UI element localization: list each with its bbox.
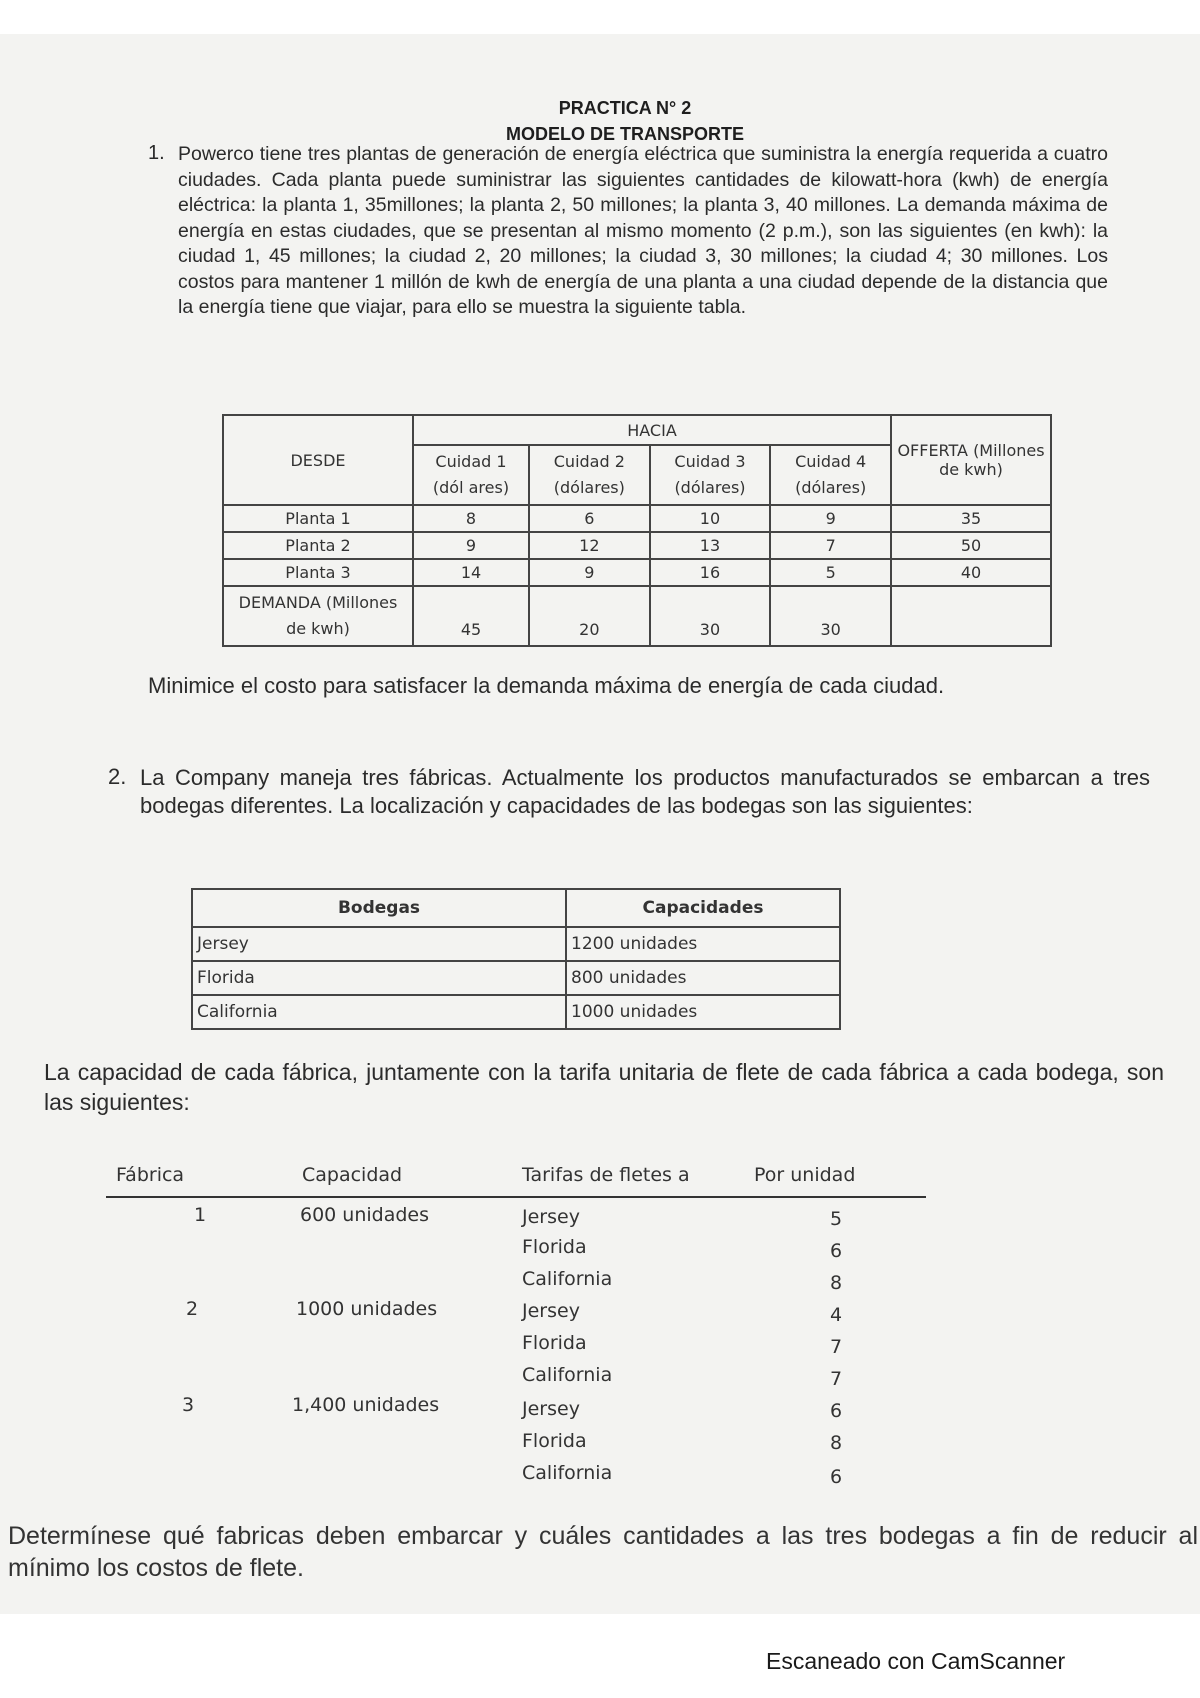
table-row	[192, 927, 840, 961]
supply-cell: 35	[891, 505, 1051, 532]
demand-cell: 30	[650, 586, 771, 646]
cost-cell: 9	[529, 559, 650, 586]
capacidades-header: Capacidades	[566, 889, 840, 927]
city-header: Cuidad 1 (dól ares)	[413, 445, 529, 505]
problem2-text2: La capacidad de cada fábrica, juntamente con la tarifa unitaria de flete de cada fábrica a cada bodega, son las siguientes:	[44, 1059, 1164, 1115]
rate-destination: California	[522, 1268, 613, 1290]
supply-cell: 40	[891, 559, 1051, 586]
oferta-header: OFFERTA (Millones de kwh)	[891, 415, 1051, 505]
cost-cell: 9	[770, 505, 891, 532]
rate-cost: 5	[830, 1208, 843, 1230]
plant-label: Planta 2	[223, 532, 413, 559]
warehouse-capacity: 800 unidades	[566, 961, 840, 995]
city-header: Cuidad 3 (dólares)	[650, 445, 771, 505]
warehouse-capacity: 1000 unidades	[566, 995, 840, 1029]
cost-cell: 13	[650, 532, 771, 559]
plant-label: Planta 3	[223, 559, 413, 586]
factory-capacity: 1,400 unidades	[292, 1394, 440, 1416]
rate-destination: Jersey	[522, 1300, 580, 1322]
factory-capacity: 600 unidades	[300, 1204, 430, 1226]
problem2-closing: Determínese qué fabricas deben embarcar y cuáles cantidades a las tres bodegas a fin de reducir al mínimo los costos de flete.	[8, 1522, 1198, 1582]
fabrica-header: Fábrica	[116, 1164, 185, 1186]
warehouse-capacity: 1200 unidades	[566, 927, 840, 961]
cost-cell: 7	[770, 532, 891, 559]
por-unidad-header: Por unidad	[754, 1164, 856, 1186]
demand-empty-cell	[891, 586, 1051, 646]
table-row	[223, 559, 1051, 586]
table-row	[192, 995, 840, 1029]
cost-cell: 9	[413, 532, 529, 559]
cost-cell: 6	[529, 505, 650, 532]
city-header: Cuidad 4 (dólares)	[770, 445, 891, 505]
cost-cell: 14	[413, 559, 529, 586]
bodegas-header: Bodegas	[192, 889, 566, 927]
problem1-text: Powerco tiene tres plantas de generación de energía eléctrica que suministra la energía requerida a cuatro ciudades. Cada planta puede suministrar las siguientes cantidades de kilowatt-hora (kwh) de energía eléctrica: la planta 1, 35millones; la planta 2, 50 millones; la planta 3, 40 millones. La demanda máxima de energía en estas ciudades, que se presentan al mismo momento (2 p.m.), son las siguientes (en kwh): la ciudad 1, 45 millones; la ciudad 2, 20 millones; la ciudad 3, 30 millones; la ciudad 4; 30 millones. Los costos para mantener 1 millón de kwh de energía de una planta a una ciudad depende de la distancia que la energía tiene que viajar, para ello se muestra la siguiente tabla.	[178, 143, 1108, 318]
rate-cost: 6	[830, 1400, 843, 1422]
demand-cell: 45	[413, 586, 529, 646]
factory-id: 3	[182, 1394, 195, 1416]
factory-id: 1	[194, 1204, 207, 1226]
rate-destination: California	[522, 1364, 613, 1386]
problem1-number: 1.	[148, 142, 165, 164]
rate-cost: 7	[830, 1336, 843, 1358]
problem2-number: 2.	[108, 764, 127, 789]
factory-table-header	[106, 1160, 926, 1198]
cost-cell: 5	[770, 559, 891, 586]
rate-cost: 8	[830, 1272, 843, 1294]
rate-cost: 4	[830, 1304, 843, 1326]
desde-header: DESDE	[223, 415, 413, 505]
problem1-closing: Minimice el costo para satisfacer la demanda máxima de energía de cada ciudad.	[148, 673, 945, 698]
rate-cost: 6	[830, 1466, 843, 1488]
rate-cost: 7	[830, 1368, 843, 1390]
problem2-text: La Company maneja tres fábricas. Actualmente los productos manufacturados se embarcan a tres bodegas diferentes. La localización y capacidades de las bodegas son las siguientes:	[140, 765, 1150, 818]
rate-destination: Florida	[522, 1236, 587, 1258]
cost-cell: 10	[650, 505, 771, 532]
warehouse-name: California	[192, 995, 566, 1029]
demand-cell: 20	[529, 586, 650, 646]
supply-cell: 50	[891, 532, 1051, 559]
rate-destination: Jersey	[522, 1398, 580, 1420]
plant-label: Planta 1	[223, 505, 413, 532]
scanner-footer: Escaneado con CamScanner	[766, 1648, 1066, 1674]
warehouse-name: Florida	[192, 961, 566, 995]
hacia-header: HACIA	[413, 415, 891, 445]
rate-destination: Florida	[522, 1332, 587, 1354]
page-subtitle: MODELO DE TRANSPORTE	[505, 124, 744, 144]
table-row	[223, 586, 1051, 646]
table-row	[192, 961, 840, 995]
rate-destination: Florida	[522, 1430, 587, 1452]
city-header: Cuidad 2 (dólares)	[529, 445, 650, 505]
rate-cost: 6	[830, 1240, 843, 1262]
cost-cell: 8	[413, 505, 529, 532]
table-row	[223, 505, 1051, 532]
cost-cell: 16	[650, 559, 771, 586]
warehouse-name: Jersey	[192, 927, 566, 961]
factory-capacity: 1000 unidades	[296, 1298, 438, 1320]
warehouse-table	[191, 888, 841, 1030]
rate-destination: California	[522, 1462, 613, 1484]
demand-cell: 30	[770, 586, 891, 646]
demand-label: DEMANDA (Millones de kwh)	[223, 586, 413, 646]
cost-table	[222, 414, 1052, 647]
rate-destination: Jersey	[522, 1206, 580, 1228]
page-title: PRACTICA N° 2	[558, 98, 692, 118]
table-row	[223, 532, 1051, 559]
cost-cell: 12	[529, 532, 650, 559]
factory-id: 2	[186, 1298, 199, 1320]
rate-cost: 8	[830, 1432, 843, 1454]
tarifas-header: Tarifas de fletes a	[522, 1164, 690, 1186]
capacidad-header: Capacidad	[302, 1164, 403, 1186]
